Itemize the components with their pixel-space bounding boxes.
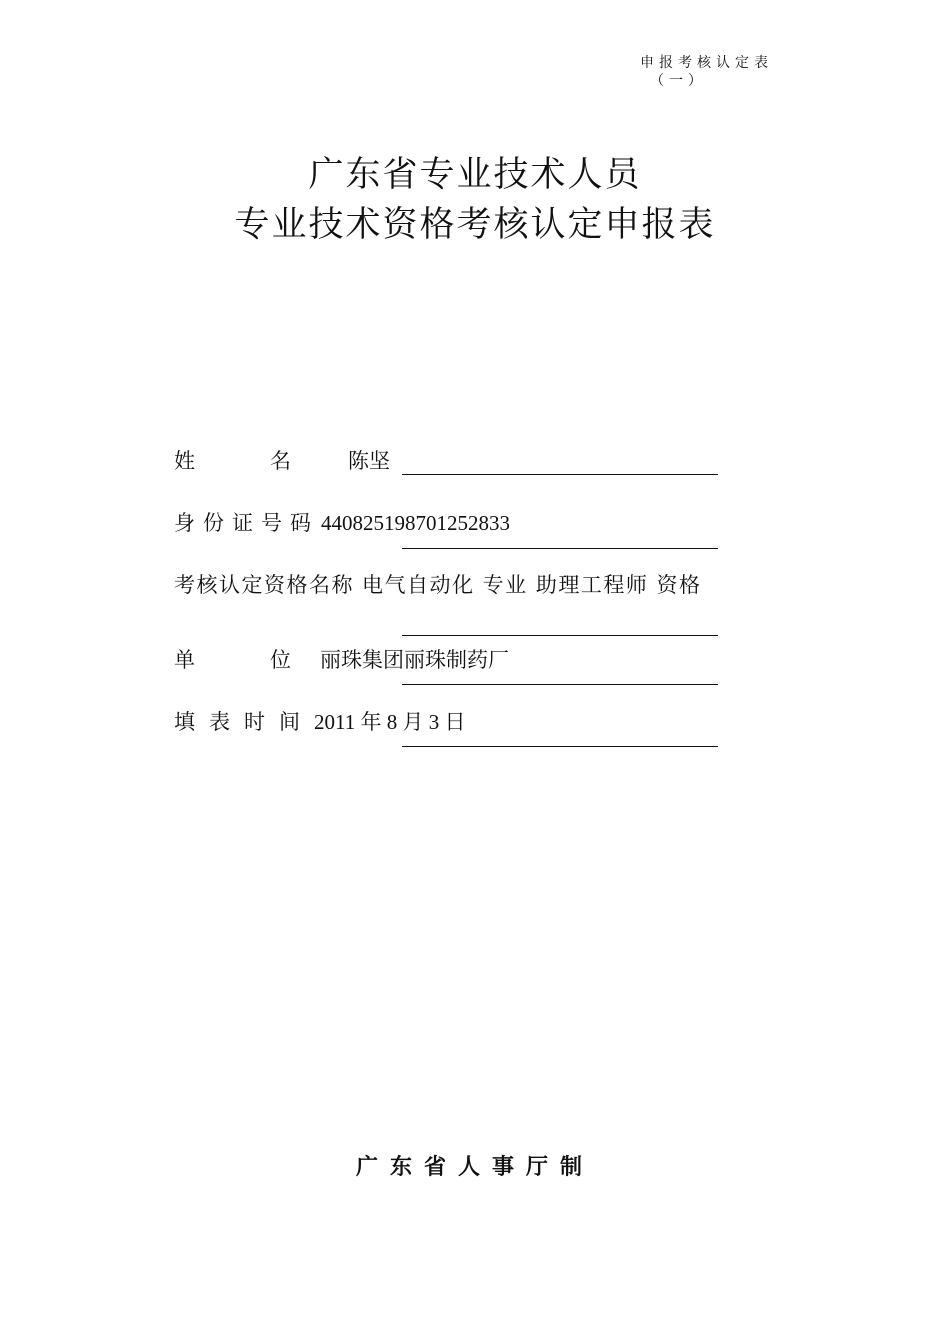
qualification-underline bbox=[402, 635, 718, 636]
qualification-value: 电气自动化 专业 助理工程师 资格 bbox=[362, 573, 702, 597]
unit-underline bbox=[402, 684, 718, 685]
issuer-footer: 广东省人事厅制 bbox=[355, 1155, 594, 1180]
name-field bbox=[174, 447, 390, 475]
id-number-value: 440825198701252833 bbox=[321, 511, 510, 535]
fill-date-underline bbox=[402, 746, 718, 747]
unit-field bbox=[174, 646, 509, 674]
id-number-label: 身份证号码 bbox=[174, 511, 319, 535]
unit-label-part-1: 单 bbox=[174, 648, 195, 672]
form-type-label: 申报考核认定表 bbox=[640, 55, 773, 71]
id-number-field bbox=[174, 509, 510, 537]
form-type-number: （一） bbox=[650, 73, 707, 89]
fill-date-field bbox=[174, 708, 465, 736]
name-value: 陈坚 bbox=[348, 449, 390, 473]
unit-label-part-2: 位 bbox=[270, 648, 291, 672]
fill-date-label: 填表时间 bbox=[174, 710, 314, 734]
form-type-tag bbox=[640, 52, 820, 89]
document-title-line-1: 广东省专业技术人员 bbox=[308, 155, 642, 195]
name-label-part-1: 姓 bbox=[174, 449, 195, 473]
name-underline bbox=[402, 474, 718, 475]
qualification-label: 考核认定资格名称 bbox=[174, 573, 354, 597]
qualification-field bbox=[174, 571, 702, 599]
name-label-part-2: 名 bbox=[270, 449, 291, 473]
document-title-line-2: 专业技术资格考核认定申报表 bbox=[234, 205, 716, 245]
unit-value: 丽珠集团丽珠制药厂 bbox=[320, 648, 509, 672]
id-number-underline bbox=[402, 548, 718, 549]
fill-date-value: 2011 年 8 月 3 日 bbox=[314, 710, 466, 734]
